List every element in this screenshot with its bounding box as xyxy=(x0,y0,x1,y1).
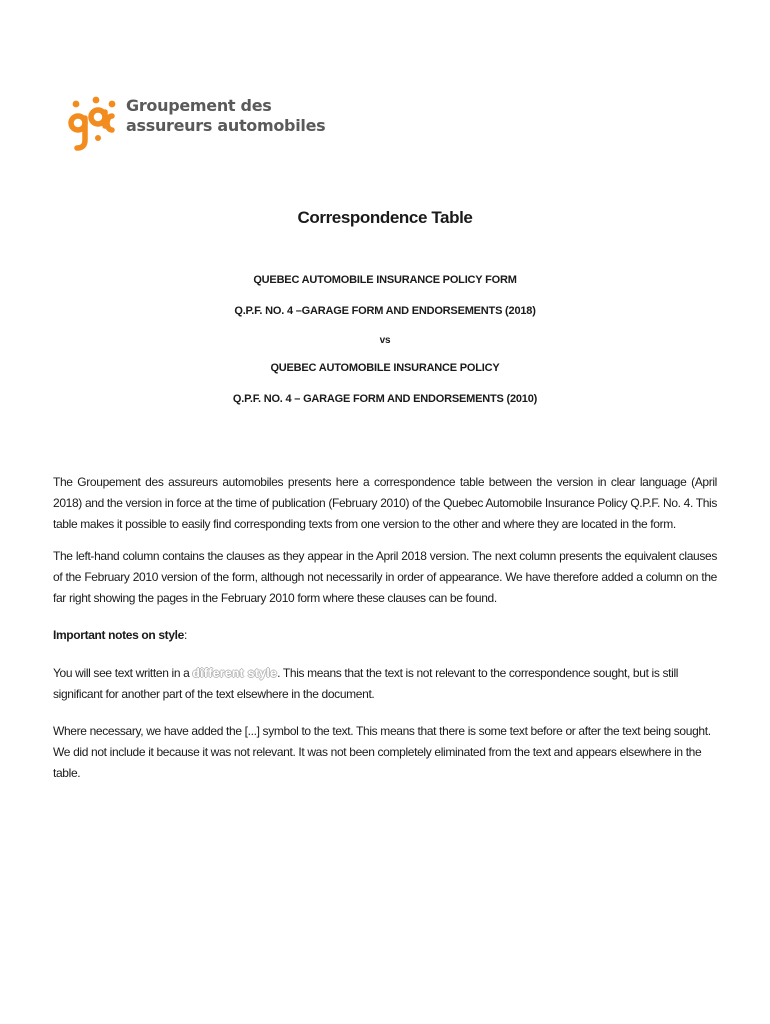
subtitle-line-3: QUEBEC AUTOMOBILE INSURANCE POLICY xyxy=(270,362,500,374)
gaa-logo xyxy=(64,94,325,152)
different-style-sample: different style xyxy=(192,666,278,680)
style-note-before: You will see text written in a xyxy=(53,666,193,680)
document-title: Correspondence Table xyxy=(297,208,473,227)
logo-wordmark xyxy=(126,96,325,136)
ellipsis-note-paragraph: Where necessary, we have added the [...] symbol to the text. This means that there is some text before or after the text being sought. We did not include it because it was not relevant. It was not been completely eliminated from the text and appears elsewhere in the table. xyxy=(53,724,711,780)
logo-line-1: Groupement des xyxy=(126,96,272,115)
notes-heading xyxy=(53,625,717,646)
style-note-after: . This means that the text is not relevant to the correspondence sought, but is still significant for another part of the text elsewhere in the document. xyxy=(53,666,679,701)
versus-label: vs xyxy=(379,335,391,346)
notes-heading-text: Important notes on style xyxy=(53,628,184,642)
intro-paragraph: The Groupement des assureurs automobiles presents here a correspondence table between the version in clear language (April 2018) and the version in force at the time of publication (February 2010) of the Quebec Automobile Insurance Policy Q.P.F. No. 4. This table makes it possible to easily find corresponding texts from one version to the other and where they are located in the form. xyxy=(53,475,717,531)
subtitle-line-2: Q.P.F. NO. 4 –GARAGE FORM AND ENDORSEMENTS (2018) xyxy=(234,305,536,317)
columns-paragraph: The left-hand column contains the clauses as they appear in the April 2018 version. The next column presents the equivalent clauses of the February 2010 version of the form, although not necessarily in order of appearance. We have therefore added a column on the far right showing the pages in the February 2010 form where these clauses can be found. xyxy=(53,549,717,605)
notes-heading-colon: : xyxy=(183,628,187,642)
subtitle-line-4: Q.P.F. NO. 4 – GARAGE FORM AND ENDORSEMENTS (2010) xyxy=(232,393,538,405)
gaa-logo-mark-icon xyxy=(64,94,120,152)
subtitle-line-1: QUEBEC AUTOMOBILE INSURANCE POLICY FORM xyxy=(253,274,517,286)
style-note-paragraph xyxy=(53,663,717,705)
logo-line-2: assureurs automobiles xyxy=(126,116,326,135)
